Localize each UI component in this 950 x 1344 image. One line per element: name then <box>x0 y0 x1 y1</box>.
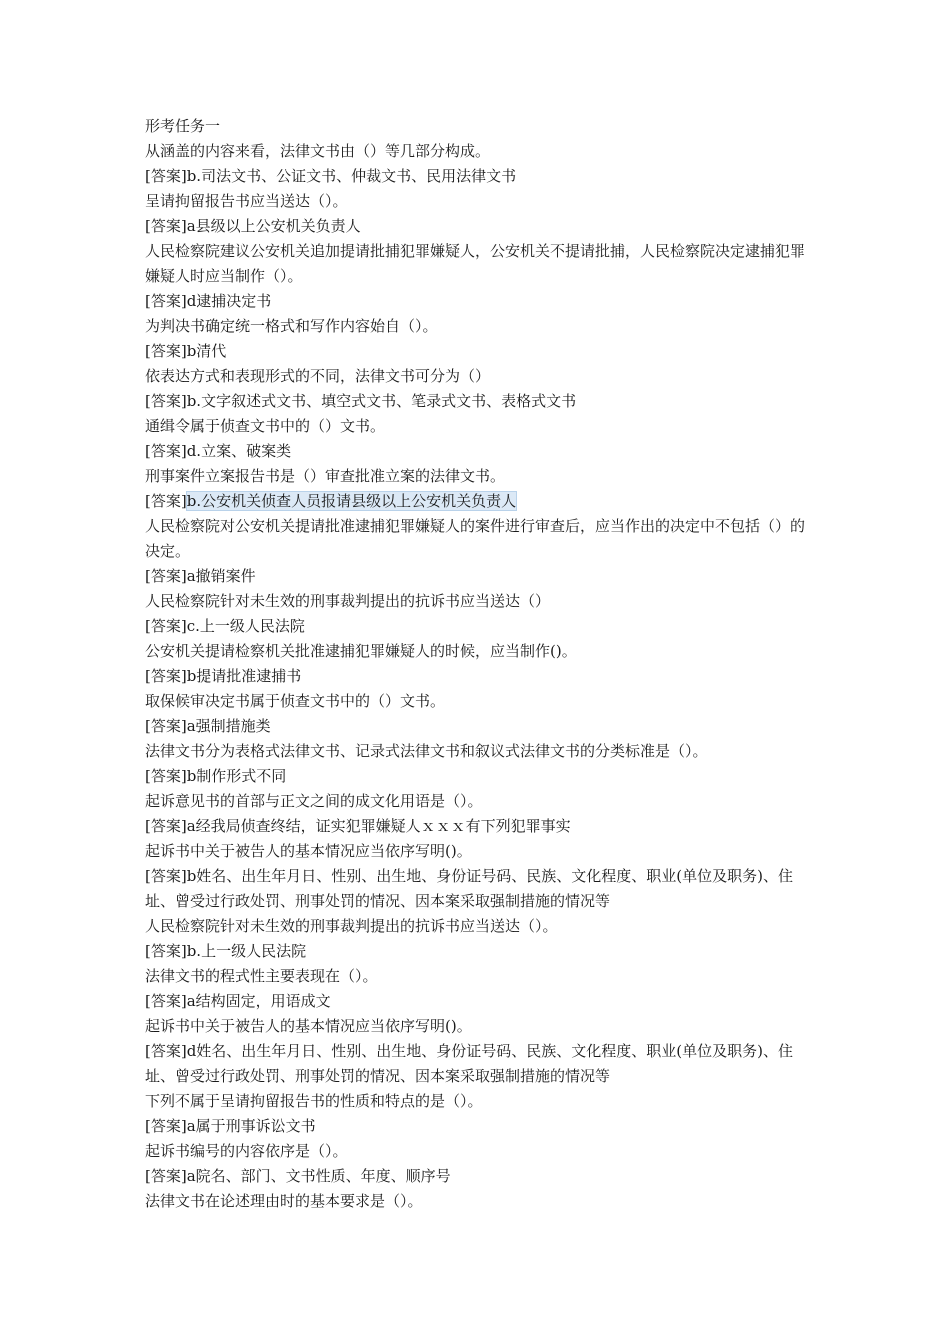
question-line: 起诉书中关于被告人的基本情况应当依序写明()。 <box>145 842 472 860</box>
question-line: 依表达方式和表现形式的不同，法律文书可分为（） <box>145 367 491 385</box>
question-line: 法律文书分为表格式法律文书、记录式法律文书和叙议式法律文书的分类标准是（）。 <box>145 742 708 760</box>
question-line: 呈请拘留报告书应当送达（）。 <box>145 192 348 210</box>
question-line: 人民检察院针对未生效的刑事裁判提出的抗诉书应当送达（） <box>145 592 551 610</box>
document-body <box>145 114 810 1214</box>
answer-line: [答案]b清代 <box>145 342 227 360</box>
answer-line: [答案]b提请批准逮捕书 <box>145 667 302 685</box>
question-line: 起诉书编号的内容依序是（）。 <box>145 1142 348 1160</box>
answer-line: [答案]d逮捕决定书 <box>145 292 272 310</box>
answer-line: [答案]b制作形式不同 <box>145 767 287 785</box>
answer-line: [答案]a经我局侦查终结，证实犯罪嫌疑人ｘｘｘ有下列犯罪事实 <box>145 817 571 835</box>
answer-line: [答案]c.上一级人民法院 <box>145 617 305 635</box>
question-line: 法律文书的程式性主要表现在（）。 <box>145 967 378 985</box>
answer-line: [答案]a院名、部门、文书性质、年度、顺序号 <box>145 1167 451 1185</box>
question-line: 起诉意见书的首部与正文之间的成文化用语是（）。 <box>145 792 483 810</box>
document-title: 形考任务一 <box>145 117 221 135</box>
question-line: 人民检察院建议公安机关追加提请批捕犯罪嫌疑人，公安机关不提请批捕，人民检察院决定逮捕犯罪嫌疑人时应当制作（）。 <box>145 242 806 285</box>
question-line: 从涵盖的内容来看，法律文书由（）等几部分构成。 <box>145 142 491 160</box>
selected-text[interactable]: b.公安机关侦查人员报请县级以上公安机关负责人 <box>186 492 517 510</box>
answer-line: [答案]a撤销案件 <box>145 567 256 585</box>
answer-line: [答案]b姓名、出生年月日、性别、出生地、身份证号码、民族、文化程度、职业(单位及职务)、住址、曾受过行政处罚、刑事处罚的情况、因本案采取强制措施的情况等 <box>145 867 794 910</box>
question-line: 下列不属于呈请拘留报告书的性质和特点的是（）。 <box>145 1092 483 1110</box>
question-line: 通缉令属于侦查文书中的（）文书。 <box>145 417 386 435</box>
question-line: 起诉书中关于被告人的基本情况应当依序写明()。 <box>145 1017 472 1035</box>
question-line: 刑事案件立案报告书是（）审查批准立案的法律文书。 <box>145 467 506 485</box>
answer-line: [答案]a结构固定，用语成文 <box>145 992 331 1010</box>
answer-prefix: [答案] <box>145 492 187 510</box>
answer-line: [答案]d.立案、破案类 <box>145 442 292 460</box>
answer-line: [答案]a属于刑事诉讼文书 <box>145 1117 316 1135</box>
answer-line: [答案]b.上一级人民法院 <box>145 942 307 960</box>
question-line: 法律文书在论述理由时的基本要求是（）。 <box>145 1192 423 1210</box>
question-line: 为判决书确定统一格式和写作内容始自（）。 <box>145 317 438 335</box>
answer-line: [答案]b.司法文书、公证文书、仲裁文书、民用法律文书 <box>145 167 517 185</box>
answer-line-highlighted <box>145 489 810 514</box>
question-line: 取保候审决定书属于侦查文书中的（）文书。 <box>145 692 446 710</box>
answer-line: [答案]d姓名、出生年月日、性别、出生地、身份证号码、民族、文化程度、职业(单位及职务)、住址、曾受过行政处罚、刑事处罚的情况、因本案采取强制措施的情况等 <box>145 1042 794 1085</box>
question-line: 人民检察院对公安机关提请批准逮捕犯罪嫌疑人的案件进行审查后，应当作出的决定中不包括（）的决定。 <box>145 517 806 560</box>
question-answer-list <box>145 139 810 1214</box>
question-line: 公安机关提请检察机关批准逮捕犯罪嫌疑人的时候，应当制作()。 <box>145 642 577 660</box>
answer-line: [答案]a县级以上公安机关负责人 <box>145 217 361 235</box>
answer-line: [答案]a强制措施类 <box>145 717 271 735</box>
answer-line: [答案]b.文字叙述式文书、填空式文书、笔录式文书、表格式文书 <box>145 392 577 410</box>
question-line: 人民检察院针对未生效的刑事裁判提出的抗诉书应当送达（）。 <box>145 917 558 935</box>
